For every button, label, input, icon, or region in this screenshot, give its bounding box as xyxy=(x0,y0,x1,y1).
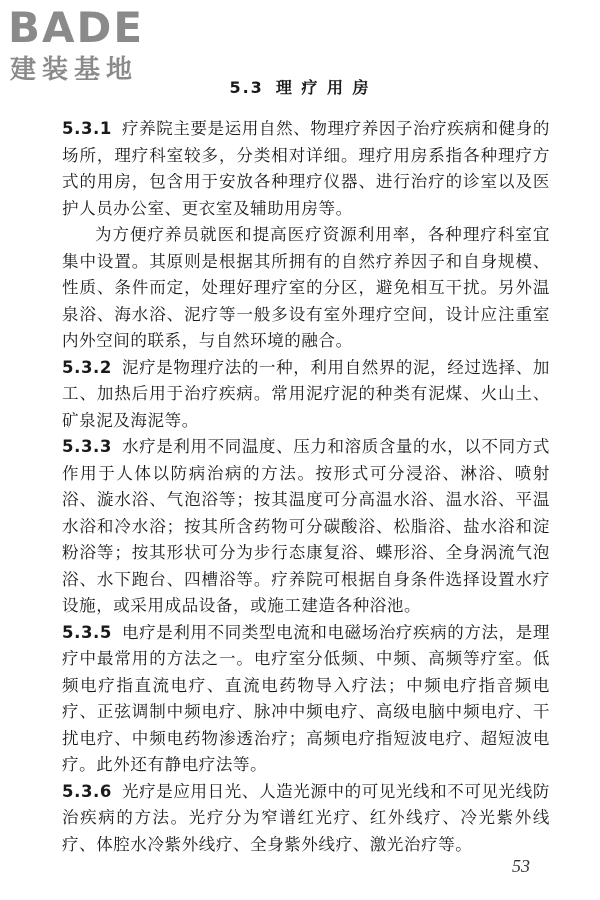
logo-subtitle: 建装基地 xyxy=(10,55,139,85)
clause-text: 水疗是利用不同温度、压力和溶质含量的水，以不同方式作用于人体以防病治病的方法。按形式可分浸浴、淋浴、喷射浴、漩水浴、气泡浴等；按其温度可分高温水浴、温水浴、平温水浴和冷水浴；按其所含药物可分碳酸浴、松脂浴、盐水浴和淀粉浴等；按其形状可分为步行态康复浴、蝶形浴、全身涡流气泡浴、水下跑台、四槽浴等。疗养院可根据自身条件选择设置水疗设施，或采用成品设备，或施工建造各种浴池。 xyxy=(62,437,550,615)
clause-5-3-6 xyxy=(62,779,550,859)
section-number: 5.3 xyxy=(229,78,264,97)
section-heading xyxy=(0,76,600,100)
clause-number: 5.3.1 xyxy=(62,119,112,138)
clause-number: 5.3.2 xyxy=(62,357,112,377)
clause-number: 5.3.3 xyxy=(62,437,112,456)
clause-5-3-3 xyxy=(62,434,550,620)
clause-5-3-1-paragraph-2: 为方便疗养员就医和提高医疗资源利用率，各种理疗科室宜集中设置。其原则是根据其所拥有的自然疗养因子和自身规模、性质、条件而定，处理好理疗室的分区，避免相互干扰。另外温泉浴、海水浴、泥疗等一般多设有室外理疗空间，设计应注重室内外空间的联系，与自然环境的融合。 xyxy=(62,225,550,350)
clause-text: 泥疗是物理疗法的一种，利用自然界的泥，经过选择、加工、加热后用于治疗疾病。常用泥疗泥的种类有泥煤、火山土、矿泉泥及海泥等。 xyxy=(62,357,550,430)
clause-5-3-1 xyxy=(62,116,550,222)
clause-5-3-5 xyxy=(62,620,550,779)
section-title: 理 疗 用 房 xyxy=(275,78,371,97)
clause-number: 5.3.5 xyxy=(62,622,112,642)
page-number: 53 xyxy=(512,856,530,876)
clause-5-3-2 xyxy=(62,355,550,435)
clause-text: 电疗是利用不同类型电流和电磁场治疗疾病的方法，是理疗中最常用的方法之一。电疗室分低频、中频、高频等疗室。低频电疗指直流电疗、直流电药物导入疗法；中频电疗指音频电疗、正弦调制中频电疗、脉冲中频电疗、高级电脑中频电疗、干扰电疗、中频电药物渗透治疗；高频电疗指短波电疗、超短波电疗。此外还有静电疗法等。 xyxy=(62,622,550,774)
clause-text: 光疗是应用日光、人造光源中的可见光线和不可见光线防治疾病的方法。光疗分为窄谱红光疗、红外线疗、冷光紫外线疗、体腔水冷紫外线疗、全身紫外线疗、激光治疗等。 xyxy=(62,781,550,854)
clause-text: 疗养院主要是运用自然、物理疗养因子治疗疾病和健身的场所，理疗科室较多，分类相对详细。理疗用房系指各种理疗方式的用房，包含用于安放各种理疗仪器、进行治疗的诊室以及医护人员办公室、更衣室及辅助用房等。 xyxy=(62,119,550,218)
logo-wordmark: BADE xyxy=(8,3,145,52)
clause-number: 5.3.6 xyxy=(62,781,112,801)
body-text xyxy=(62,116,550,858)
